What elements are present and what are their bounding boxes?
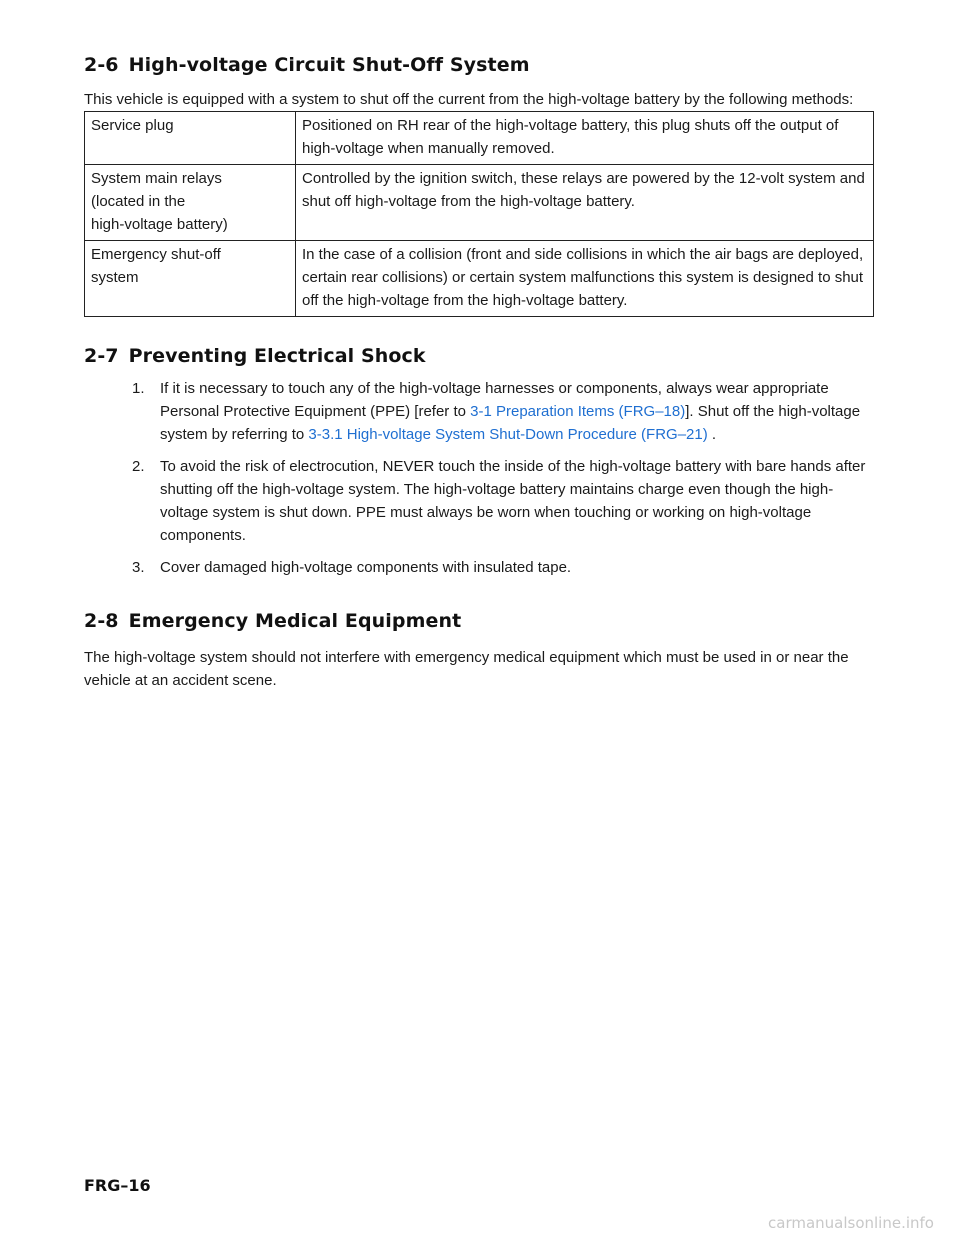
section-circuit-shutoff: [84, 54, 876, 317]
shutoff-methods-table: [84, 111, 874, 317]
step-number: 3.: [132, 559, 145, 576]
method-name-line: Service plug: [91, 117, 174, 134]
section-title: High-voltage Circuit Shut-Off System: [128, 54, 530, 76]
method-cell: [85, 165, 296, 241]
table-row: [85, 165, 874, 241]
section-number: 2-8: [84, 610, 119, 632]
list-item: [84, 377, 876, 446]
step-number: 1.: [132, 380, 145, 397]
list-item: [84, 455, 876, 547]
method-name-line: high-voltage battery): [91, 216, 228, 233]
section-heading: [84, 610, 876, 632]
watermark: carmanualsonline.info: [768, 1214, 934, 1232]
step-text: If it is necessary to touch any of the high-voltage harnesses or components, always wear appropriate Personal Protective Equipment (PPE) [refer to: [160, 380, 829, 420]
shutdown-procedure-link[interactable]: 3-3.1 High-voltage System Shut-Down Procedure (FRG–21): [308, 426, 708, 443]
body-paragraph: The high-voltage system should not interfere with emergency medical equipment which must be used in or near the vehicle at an accident scene.: [84, 649, 849, 689]
section-title: Preventing Electrical Shock: [128, 345, 426, 367]
section-title: Emergency Medical Equipment: [128, 610, 462, 632]
step-text: To avoid the risk of electrocution, NEVER touch the inside of the high-voltage battery with bare hands after shutting off the high-voltage system. The high-voltage battery maintains charge even though the high-voltage system is shut down. PPE must always be worn when touching or working on high-voltage components.: [160, 458, 866, 544]
table-row: [85, 112, 874, 165]
section-medical-equipment: [84, 610, 876, 692]
method-name-line: system: [91, 269, 139, 286]
list-item: [84, 556, 876, 579]
method-name-line: Emergency shut-off: [91, 246, 221, 263]
steps-list: [84, 377, 876, 579]
description-cell: Controlled by the ignition switch, these relays are powered by the 12-volt system and shut off high-voltage from the high-voltage battery.: [296, 165, 874, 241]
section-heading: [84, 54, 876, 76]
description-cell: Positioned on RH rear of the high-voltage battery, this plug shuts off the output of high-voltage when manually removed.: [296, 112, 874, 165]
step-text: .: [707, 426, 717, 443]
method-cell: [85, 241, 296, 317]
intro-paragraph: This vehicle is equipped with a system to shut off the current from the high-voltage battery by the following methods:: [84, 91, 854, 108]
section-heading: [84, 345, 876, 367]
method-name-line: (located in the: [91, 193, 186, 210]
page-number: FRG–16: [84, 1176, 151, 1195]
section-electrical-shock: [84, 345, 876, 588]
section-number: 2-7: [84, 345, 119, 367]
table-row: [85, 241, 874, 317]
section-number: 2-6: [84, 54, 119, 76]
step-number: 2.: [132, 458, 145, 475]
method-name-line: System main relays: [91, 170, 222, 187]
step-text: Cover damaged high-voltage components with insulated tape.: [160, 559, 572, 576]
description-cell: In the case of a collision (front and side collisions in which the air bags are deployed, certain rear collisions) or certain system malfunctions this system is designed to shut off the high-voltage from the high-voltage battery.: [296, 241, 874, 317]
step-text: ]. Shut off the high-voltage system by referring to: [160, 403, 861, 443]
preparation-items-link[interactable]: 3-1 Preparation Items (FRG–18): [470, 403, 686, 420]
method-cell: [85, 112, 296, 165]
